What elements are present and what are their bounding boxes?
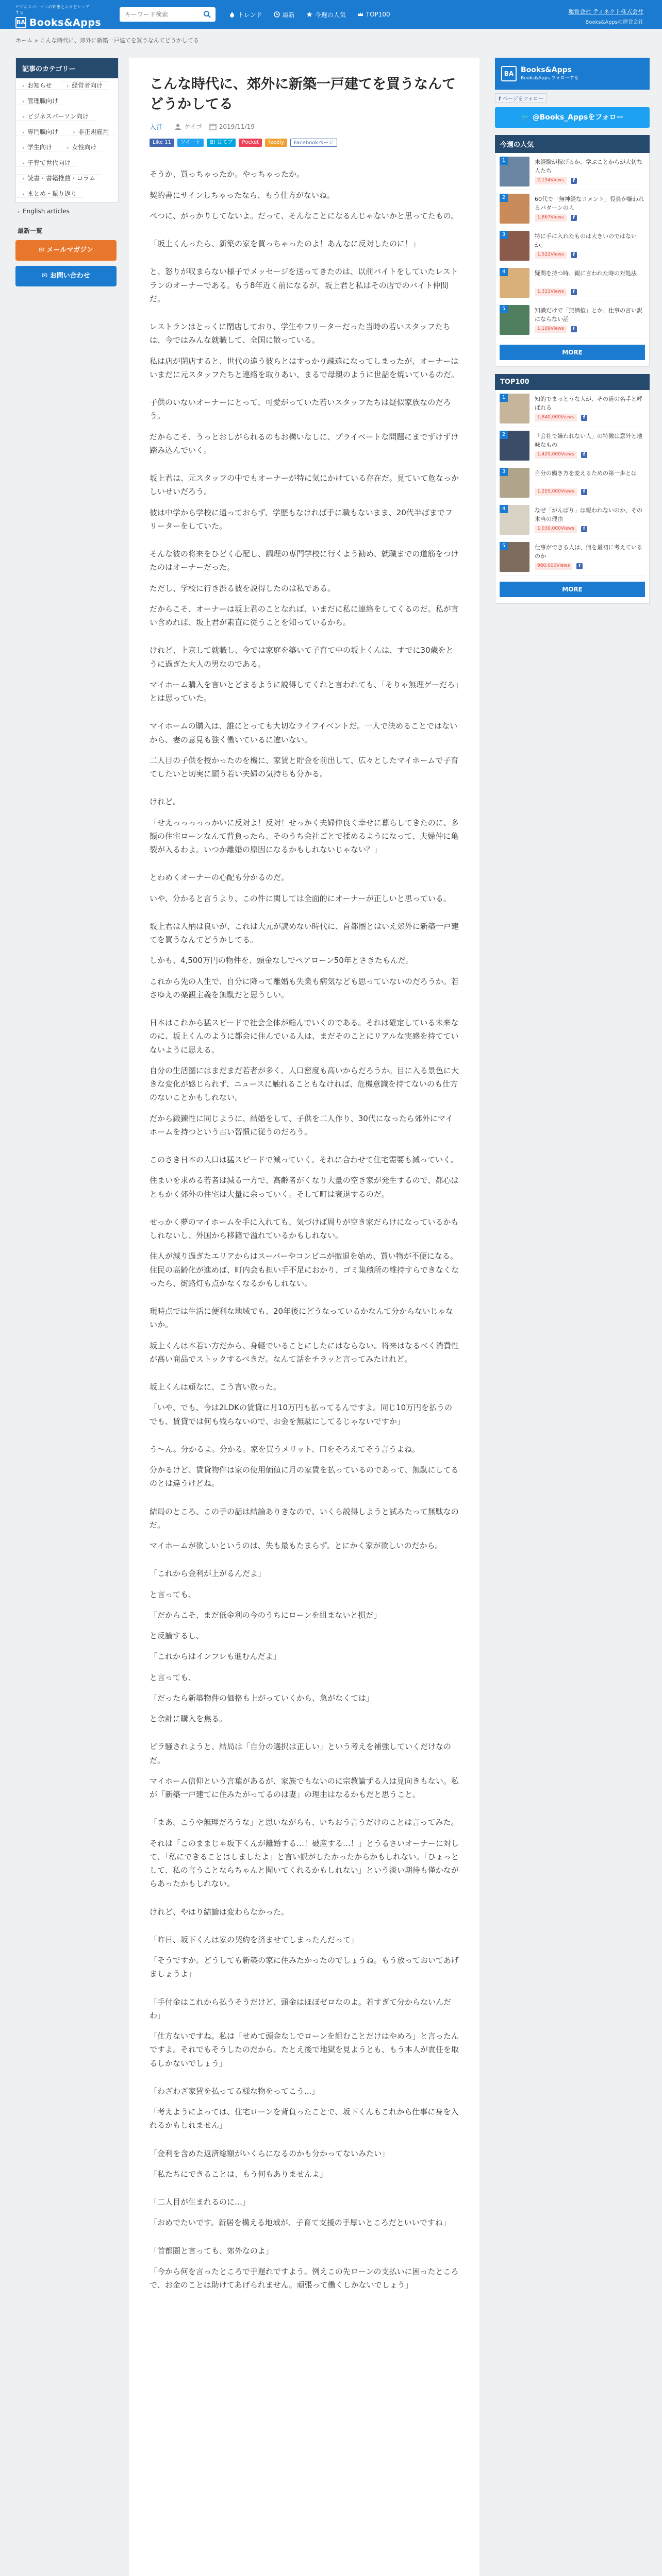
article-paragraph: 子供のいないオーナーにとって、可愛がっていた若いスタッフたちは疑似家族なのだろう。 <box>150 398 451 421</box>
fire-icon <box>229 11 235 18</box>
article-paragraph: けれど、上京して就職し、今では家庭を築いて子育て中の坂上くんは、すでに30歳をとうに過ぎた大人の男なのである。 <box>150 646 454 669</box>
category-item-students[interactable] <box>16 144 58 151</box>
ranking-item[interactable] <box>500 264 645 301</box>
category-item-business[interactable] <box>16 113 95 121</box>
ranking-thumbnail <box>500 431 529 461</box>
ranking-thumbnail <box>500 505 529 535</box>
article-paragraph: 「いや、でも、今は2LDKの賃貸に月10万円も払ってるんですよ。同じ10万円を払うのでも、賃貸では何も残らないので、お金を無駄にしてるじゃないですか」 <box>150 1403 453 1426</box>
article-paragraph: 住まいを求める若者は減る一方で、高齢者がくなり大量の空き家が発生するので、都心はともかく郊外の住宅は大量に余っていく。そして町は衰退するのだ。 <box>150 1176 459 1199</box>
facebook-icon: f <box>571 252 577 258</box>
ranking-title: 特に手に入れたものは大きいのではないか。 <box>535 233 637 248</box>
nav-weekly[interactable] <box>306 10 346 19</box>
chevron-right-icon: › <box>22 99 24 105</box>
category-item-specialists[interactable] <box>16 128 64 136</box>
article-paragraph: せっかく夢のマイホームを手に入れても、気づけば周りが空き家だらけになっているかもしれないし、外国から移籍で溢れているかもしれない。 <box>150 1217 459 1241</box>
top100-list <box>495 390 650 604</box>
newsletter-button[interactable] <box>15 240 117 261</box>
ranking-title: 未経験が稼げるか、学ぶことからが大切な人たち <box>535 159 642 174</box>
article-paragraph: ぺつに、がっかりしてないよ。だって、そんなことになるんじゃないかと思ってたもの。 <box>150 211 459 221</box>
article-paragraph: 「首都圏と言っても、郊外なのよ」 <box>150 2246 274 2256</box>
article-paragraph: 坂上君は、元スタッフの中でもオーナーが特に気にかけている存在だ。見ていて危なっかしいせいだろう。 <box>150 473 459 497</box>
logo-mark-icon: BA <box>15 17 26 28</box>
calendar-icon <box>209 123 217 130</box>
ranking-text <box>535 307 645 333</box>
view-count-badge: 1,205,000Views <box>535 488 577 496</box>
brand-banner[interactable] <box>495 58 650 90</box>
category-item-books[interactable] <box>16 174 102 182</box>
search-icon[interactable] <box>203 10 211 19</box>
view-count-badge: 1,840,000Views <box>535 414 577 421</box>
category-label: 女性向け <box>72 144 97 151</box>
ranking-text <box>535 506 645 533</box>
article-paragraph: 「これから金利が上がるんだよ」 <box>150 1569 266 1579</box>
ranking-title: 60代で「無神経なコメント」役員が嫌われるパターンの人 <box>535 196 644 211</box>
article-paragraph: 「考えようによっては、住宅ローンを背負ったことで、坂下くんもこれから仕事に身を入れるかもしれません」 <box>150 2107 459 2130</box>
logo-tagline: ビジネスパーソンの知恵とネタをシェアする <box>15 5 90 15</box>
facebook-icon: f <box>571 289 577 295</box>
category-heading: 記事のカテゴリー <box>16 58 118 78</box>
ranking-item[interactable] <box>500 227 645 264</box>
crown-icon <box>357 11 363 18</box>
article-paragraph: 私は店が閉店すると、世代の違う彼らとはすっかり疎遠になってしまったが、オーナーはいまだに元スタッフたちと連絡を取りあい、まるで母親のように世話を焼いているのだ。 <box>150 356 459 379</box>
brand-name: Books&Apps <box>521 66 572 75</box>
article-paragraph: レストランはとっくに閉店しており、学生やフリーターだった当時の若いスタッフたちは、今ではみんな就職して、全国に散っている。 <box>150 322 451 345</box>
ranking-item[interactable] <box>500 464 645 501</box>
nav-label: トレンド <box>238 11 262 19</box>
ranking-item[interactable] <box>500 301 645 338</box>
article-title: こんな時代に、郊外に新築一戸建てを買うなんてどうかしてる <box>150 76 456 113</box>
breadcrumb <box>15 36 201 44</box>
facebook-like-button[interactable]: Like 11 <box>150 139 174 147</box>
category-item-nonregular[interactable] <box>67 128 115 136</box>
facebook-icon: f <box>581 415 587 421</box>
share-buttons <box>150 139 459 147</box>
article-body <box>150 167 459 2292</box>
twitter-icon: 🐦 <box>521 113 533 122</box>
view-count-badge: 1,867Views <box>535 214 567 222</box>
pocket-button[interactable]: Pocket <box>239 139 262 147</box>
article-paragraph: 住人が減り過ぎたエリアからはスーパーやコンビニが撤退を始め、買い物が不便になる。住民の高齢化が進めば、町内会も担い手不足におかり、ゴミ集積所の維持すらできなくなったら、街路灯も点かなくなるかもしれない。 <box>150 1251 459 1288</box>
chevron-right-icon: › <box>22 130 24 135</box>
breadcrumb-separator: » <box>35 37 38 44</box>
ranking-text <box>535 232 645 259</box>
ranking-thumbnail <box>500 394 529 423</box>
article-paragraph: だから鍛錬性に同じように、結婚をして、子供を二人作り、30代になったら郊外にマイホームを持つという古い習慣に従うのだろう。 <box>150 1113 453 1137</box>
category-label: 専門職向け <box>27 128 59 135</box>
english-label: English articles <box>23 208 70 215</box>
logo-name: Books&Apps <box>29 17 102 28</box>
rank-number: 2 <box>500 431 508 439</box>
feedly-button[interactable]: feedly <box>265 139 287 147</box>
ranking-item[interactable] <box>500 190 645 227</box>
rank-number: 2 <box>500 194 508 202</box>
article-paragraph: 「手付金はこれから払うそうだけど、頭金はほぼゼロなのよ。若すぎて分からないんだわ」 <box>150 1997 452 2020</box>
ranking-title: 疑問を持つ時、親に言われた時の対処法 <box>535 270 637 277</box>
category-label: まとめ・振り返り <box>27 190 77 197</box>
ranking-text <box>535 432 645 459</box>
article-paragraph: そんな彼の将来をひどく心配し、調理の専門学校に行くよう勧め、就職までの道筋をつけたのはオーナーだった。 <box>150 549 459 572</box>
ranking-badges <box>535 214 645 222</box>
ranking-item[interactable] <box>500 153 645 190</box>
category-label: 読書・書籍推薦・コラム <box>27 175 95 182</box>
article-paragraph: このさき日本の人口は猛スピードで減っていく。それに合わせて住宅需要も減っていく。 <box>150 1155 458 1165</box>
rank-number: 3 <box>500 231 508 239</box>
article-paragraph: マイホーム信仰という言葉があるが、家族でもないのに宗教論ずる人は見向きもない。私が「新築一戸建てに住みたがってるのは妻」の理由はなるかもだと思うこと。 <box>150 1776 459 1800</box>
category-item-executives[interactable] <box>60 81 109 90</box>
chevron-right-icon: › <box>67 145 69 151</box>
ranking-title: 知的でまっとうな人が、その道の名手と呼ばれる <box>535 396 642 411</box>
brand-sub: Books&Apps フォローする <box>521 76 579 81</box>
chevron-right-icon: › <box>22 114 24 120</box>
article-paragraph: これから先の人生で、自分に降って離婚も失業も病気なども思っていないのだろうか。若さゆえの楽観主義を無駄だと思うしい。 <box>150 976 459 999</box>
category-item-managers[interactable] <box>16 97 64 105</box>
weekly-heading: 今週の人気 <box>495 135 650 153</box>
more-button[interactable]: MORE <box>500 582 645 597</box>
ranking-thumbnail <box>500 157 529 187</box>
ranking-title: なぜ「がんばり」は報われないのか、その本当の理由 <box>535 507 642 522</box>
view-count-badge: 2,134Views <box>535 177 567 184</box>
right-sidebar <box>495 58 650 604</box>
article-paragraph: 「金利を含めた返済総額がいくらになるのかも分かってないみたい」 <box>150 2148 390 2158</box>
ranking-badges <box>535 177 645 184</box>
more-button[interactable]: MORE <box>500 345 645 360</box>
facebook-icon: f <box>571 326 577 332</box>
category-label: 非正規雇用 <box>78 128 109 135</box>
article-container <box>129 58 479 2576</box>
article-paragraph: う～ん。分かるよ。分かる。家を買うメリット、口をそろえてそう言うよね。 <box>150 1444 420 1454</box>
article-paragraph: 「これからはインフレも進むんだよ」 <box>150 1652 281 1662</box>
english-articles-link[interactable] <box>15 208 119 215</box>
ranking-badges <box>535 414 645 421</box>
breadcrumb-home[interactable]: ホーム <box>15 37 32 44</box>
company-link-text: 運営会社 ティネクト株式会社 <box>568 8 643 15</box>
contact-icon: ✉ <box>42 272 50 280</box>
rank-number: 1 <box>500 394 508 402</box>
ranking-badges <box>535 326 645 333</box>
ranking-item[interactable] <box>500 390 645 427</box>
view-count-badge: 1,109Views <box>535 326 567 333</box>
view-count-badge: 1,311Views <box>535 289 567 296</box>
nav-latest[interactable] <box>274 10 295 19</box>
article-paragraph: マイホームの購入は、誰にとっても大切なライフイベントだ。一人で決めることではないから、妻の意見も強く働いているに違いない。 <box>150 721 458 744</box>
chevron-right-icon: › <box>22 145 24 151</box>
view-count-badge: 1,522Views <box>535 251 567 259</box>
chevron-right-icon: › <box>22 83 24 89</box>
article-paragraph: 日本はこれから猛スピードで社会全体が縮んでいくのである。それは確定している未来なのに、坂上くんのように都会に住んでいる人は、まだそのことにリアルな実感を持てていないように思える。 <box>150 1018 459 1055</box>
article-paragraph: と言っても、 <box>150 1672 196 1682</box>
article-paragraph: けれど。 <box>150 797 181 807</box>
ranking-text <box>535 395 645 421</box>
star-icon <box>306 11 312 18</box>
article-paragraph: 「だからこそ、まだ低金利の今のうちにローンを組まないと損だ」 <box>150 1610 382 1620</box>
search-input[interactable] <box>120 7 216 22</box>
ranking-text <box>535 269 645 296</box>
facebook-page-row <box>495 93 650 103</box>
article-paragraph: と反論するし、 <box>150 1631 204 1641</box>
breadcrumb-current: こんな時代に、郊外に新築一戸建てを買うなんてどうかしてる <box>40 37 199 44</box>
chevron-right-icon: › <box>22 192 24 197</box>
article-paragraph: 坂上君は人柄は良いが、これは大元が読めない時代に、首都圏とはいえ郊外に新築一戸建てを買うなんてどうかしてる。 <box>150 921 459 945</box>
article-paragraph: と言っても、 <box>150 1589 196 1599</box>
article-paragraph: 「昨日、坂下くんは家の契約を済ませてしまったんだって」 <box>150 1935 359 1944</box>
article-paragraph: 「おめでたいです。新居を構える地域が、子育て支援の手厚いところだといいですね」 <box>150 2218 451 2228</box>
ranking-thumbnail <box>500 542 529 572</box>
view-count-badge: 1,030,000Views <box>535 526 577 533</box>
article-paragraph: 「そうですか。どうしても新築の家に住みたかったのでしょうね。もう放っておいてあげましょうよ」 <box>150 1956 459 1979</box>
article-paragraph: 「坂上くんったら、新築の家を買っちゃったのよ！あんなに反対したのに！」 <box>150 239 421 249</box>
ranking-text <box>535 469 645 496</box>
article-meta <box>150 122 459 131</box>
rank-number: 4 <box>500 505 508 513</box>
article-paragraph: マイホーム購入を言いとどまるように説得してくれと言われても、「そりゃ無理ゲーだろ」とは思っていた。 <box>150 680 459 703</box>
hatena-bookmark-button[interactable]: B! はてブ <box>207 139 236 147</box>
chevron-right-icon: › <box>18 209 20 215</box>
article-paragraph: ビラ騒されようと、結局は「自分の選択は正しい」という考えを補強していくだけなのだ。 <box>150 1742 452 1765</box>
left-sidebar <box>15 58 119 286</box>
rank-number: 5 <box>500 305 508 313</box>
rank-number: 4 <box>500 268 508 276</box>
facebook-icon: f <box>576 563 583 569</box>
contact-label: お問い合わせ <box>49 272 90 280</box>
article-paragraph: それは「このままじゃ坂下くんが離婚する…！破産する…！」とうるさいオーナーに対して、「私にできることはしましたよ」と言い訳がしたかったからかもしれない。「ひょっとして、私の言うことならちゃんと聞いてくれるかもしれない」という淡い期待も僅かながらあったかもしれない。 <box>150 1838 459 1889</box>
weekly-list <box>495 153 650 367</box>
article-paragraph: マイホームが欲しいというのは、失も最もたまらず。とにかく家が欲しいのだから。 <box>150 1541 443 1551</box>
rank-number: 5 <box>500 542 508 550</box>
article-paragraph: けれど、やはり結論は変わらなかった。 <box>150 1907 289 1917</box>
ranking-title: 知識だけで「無価値」とか、仕事の言い訳にならない話 <box>535 307 642 323</box>
company-link-sub: Books&Appsの運営会社 <box>585 20 643 25</box>
article-paragraph: いや、分かると言うより、この件に関しては全面的にオーナーが正しいと思っている。 <box>150 893 451 903</box>
ranking-title: 仕事ができる人は、何を最初に考えているのか <box>535 544 642 560</box>
nav-label: TOP100 <box>366 11 390 18</box>
facebook-page-button[interactable]: Facebookページ <box>290 139 337 147</box>
article-paragraph: 坂上くんは頑なに、こう言い放った。 <box>150 1382 282 1392</box>
category-label: ビジネスパーソン向け <box>27 113 89 120</box>
article-paragraph: とわめくオーナーの心配も分かるのだ。 <box>150 873 289 883</box>
article-paragraph: 「せえっっっっっかいに反対よ！反対！せっかく夫婦仲良く幸せに暮らしてきたのに、多額の住宅ローンなんて背負ったら、そのうち会社ごとで揉めるようになって、夫婦仲に亀裂が入るわよ。いつか離婚の原因になるかもしれないじゃない？」 <box>150 818 459 855</box>
contact-button[interactable] <box>15 266 117 286</box>
chevron-right-icon: › <box>22 161 24 166</box>
nav-top100[interactable] <box>357 11 390 18</box>
article-paragraph: 「二人目が生まれるのに…」 <box>150 2197 251 2207</box>
article-writer: ケイゴ <box>184 123 202 131</box>
nav-label: 最新 <box>282 11 295 19</box>
category-box <box>15 58 119 202</box>
ranking-badges <box>535 289 645 296</box>
chevron-right-icon: › <box>73 130 75 135</box>
ranking-thumbnail <box>500 468 529 498</box>
ranking-item[interactable] <box>500 538 645 575</box>
chevron-right-icon: › <box>67 83 69 89</box>
ranking-text <box>535 544 645 570</box>
main-nav <box>229 0 402 29</box>
facebook-icon: f <box>581 489 587 495</box>
feed-heading: 最新一覧 <box>18 227 43 234</box>
facebook-icon: f <box>581 452 587 458</box>
rank-number: 3 <box>500 468 508 476</box>
site-logo[interactable] <box>15 4 102 28</box>
category-item-summary[interactable] <box>16 190 83 198</box>
article-paragraph: 現時点では生活に便利な地域でも、20年後にどうなっているかなんて分からないじゃないか。 <box>150 1307 454 1330</box>
category-label: 子育て世代向け <box>27 159 71 166</box>
header-bar <box>0 0 662 29</box>
brand-mark-icon: BA <box>501 66 517 81</box>
nav-label: 今週の人気 <box>315 11 346 19</box>
category-item-news[interactable] <box>16 82 58 90</box>
article-date: 2019/11/19 <box>219 123 255 130</box>
category-label: 管理職向け <box>27 97 59 105</box>
company-link[interactable] <box>568 7 643 25</box>
mail-icon: ✉ <box>39 246 47 254</box>
ranking-text <box>535 158 645 184</box>
article-paragraph: と余計に購入を焦る。 <box>150 1714 227 1724</box>
ranking-title: 「会社で嫌われない人」の特徴は意外と地味なもの <box>535 433 642 448</box>
article-paragraph: と、怒りが収まらない様子でメッセージを送ってきたのは、以前バイトをしていたレストランのオーナーである。もう8年近く前になるが、坂上君と私はその店でのバイト仲間だ。 <box>150 267 458 303</box>
ranking-text <box>535 195 645 222</box>
article-paragraph: 分かるけど、賃貸物件は家の使用価値に月の家賃を払っているのであって、無駄にしてるのとは違うけどね。 <box>150 1465 459 1488</box>
top100-heading: TOP100 <box>495 374 650 390</box>
ranking-badges <box>535 563 645 570</box>
facebook-icon: f <box>499 96 503 102</box>
ranking-badges <box>535 251 645 259</box>
article-paragraph: そうか、買っちゃったか。やっちゃったか。 <box>150 170 305 179</box>
twitter-follow-label: @Books_Appsをフォロー <box>532 113 624 122</box>
facebook-icon: f <box>571 215 577 221</box>
article-paragraph: 「まあ、こうや無理だろうな」と思いながらも、いちおう言うだけのことは言ってみた。 <box>150 1818 459 1827</box>
article-author[interactable]: 入江 <box>150 124 163 132</box>
newsletter-label: メールマガジン <box>46 246 93 254</box>
ranking-thumbnail <box>500 268 529 298</box>
view-count-badge: 980,000Views <box>535 563 572 570</box>
ranking-badges <box>535 526 645 533</box>
ranking-item[interactable] <box>500 501 645 538</box>
tweet-button[interactable]: ツイート <box>177 139 204 147</box>
article-paragraph: 坂上くんは本若い方だから、身軽でいることにしたにはならない。将来はなるべく消費性が高い商品でストックするべきだ。なんて話をチラッと言ってみたけれど。 <box>150 1341 459 1364</box>
nav-trend[interactable] <box>229 10 262 19</box>
ranking-thumbnail <box>500 231 529 261</box>
article-paragraph: だからこそ、オーナーは坂上君のことなれば、いまだに私に連絡をしてくるのだ。私が言い含めれば、坂上君が素直に従うことを知っているから。 <box>150 604 459 628</box>
article-paragraph: 「わざわざ家賃を払ってる様な物をってこう...」 <box>150 2086 320 2096</box>
facebook-follow-button[interactable] <box>495 93 547 103</box>
category-item-parenting[interactable] <box>16 159 77 167</box>
ranking-title: 自分の働き方を変えるための第一歩とは <box>535 470 637 477</box>
article-paragraph: ただし、学校に行き渋る彼を説得したのは私である。 <box>150 583 336 593</box>
rank-number: 1 <box>500 157 508 165</box>
article-paragraph: 「私たちにできることは、もう何もありませんよ」 <box>150 2169 328 2179</box>
ranking-item[interactable] <box>500 427 645 464</box>
ranking-badges <box>535 488 645 496</box>
article-paragraph: 契約書にサインしちゃったなら、もう仕方がないね。 <box>150 190 335 200</box>
ranking-thumbnail <box>500 194 529 224</box>
view-count-badge: 1,420,000Views <box>535 451 577 459</box>
twitter-follow-button[interactable] <box>495 107 650 128</box>
article-paragraph: しかも、4,500万円の物件を、頭金なしでペアローン50年とさきたもんだ。 <box>150 956 413 965</box>
article-paragraph: 結局のところ、この手の話は結論ありきなので、いくら説得しようと試みたって無駄なのだ。 <box>150 1506 459 1530</box>
article-paragraph: 「仕方ないですね。私は「せめて頭金なしでローンを組むことだけはやめろ」と言ったんですよ。それでもそうしたのだから、たとえ後で地獄を見ようとも、もう本人が責任を取るしかないでしょう」 <box>150 2031 459 2068</box>
user-icon <box>174 123 181 130</box>
article-paragraph: 自分の生活圏にはまだまだ若者が多く、人口密度も高いからだろうか。目に入る景色に大きな変化が感じられず、ニュースに触れることもなければ、危機意識を持てないのも仕方のないことかもしれない。 <box>150 1065 459 1103</box>
facebook-icon: f <box>581 526 587 532</box>
article-paragraph: だからこそ、うっとおしがられるのもお構いなしに、プライベートな問題にまでずけずけ踏み込んでいく。 <box>150 432 459 455</box>
category-label: 経営者向け <box>72 82 103 89</box>
ranking-badges <box>535 451 645 459</box>
facebook-icon: f <box>571 178 577 184</box>
chevron-right-icon: › <box>22 176 24 182</box>
clock-icon <box>274 11 280 18</box>
facebook-follow-label: ページをフォロー <box>502 96 544 102</box>
article-paragraph: 二人目の子供を授かったのを機に、家賃と貯金を前出して、広々としたマイホームで子育てしたいと切実に願う若い夫婦の気持ちも分かる。 <box>150 755 459 779</box>
article-paragraph: 彼は中学から学校に通っておらず、学歴もなければ手に職もないまま、20代半ばまでフリーターをしていた。 <box>150 507 453 531</box>
category-item-women[interactable] <box>60 144 103 151</box>
ranking-thumbnail <box>500 305 529 335</box>
article-paragraph: 「今から何を言ったところで手遅れですよう。例えこの先ローンの支払いに困ったところで、お金のことは助けてあげられません。頑張って働くしかないでしょう」 <box>150 2266 459 2290</box>
category-label: お知らせ <box>27 82 52 89</box>
article-paragraph: 「だったら新築物件の価格も上がっていくから、急がなくては」 <box>150 1693 374 1703</box>
category-label: 学生向け <box>27 144 53 151</box>
